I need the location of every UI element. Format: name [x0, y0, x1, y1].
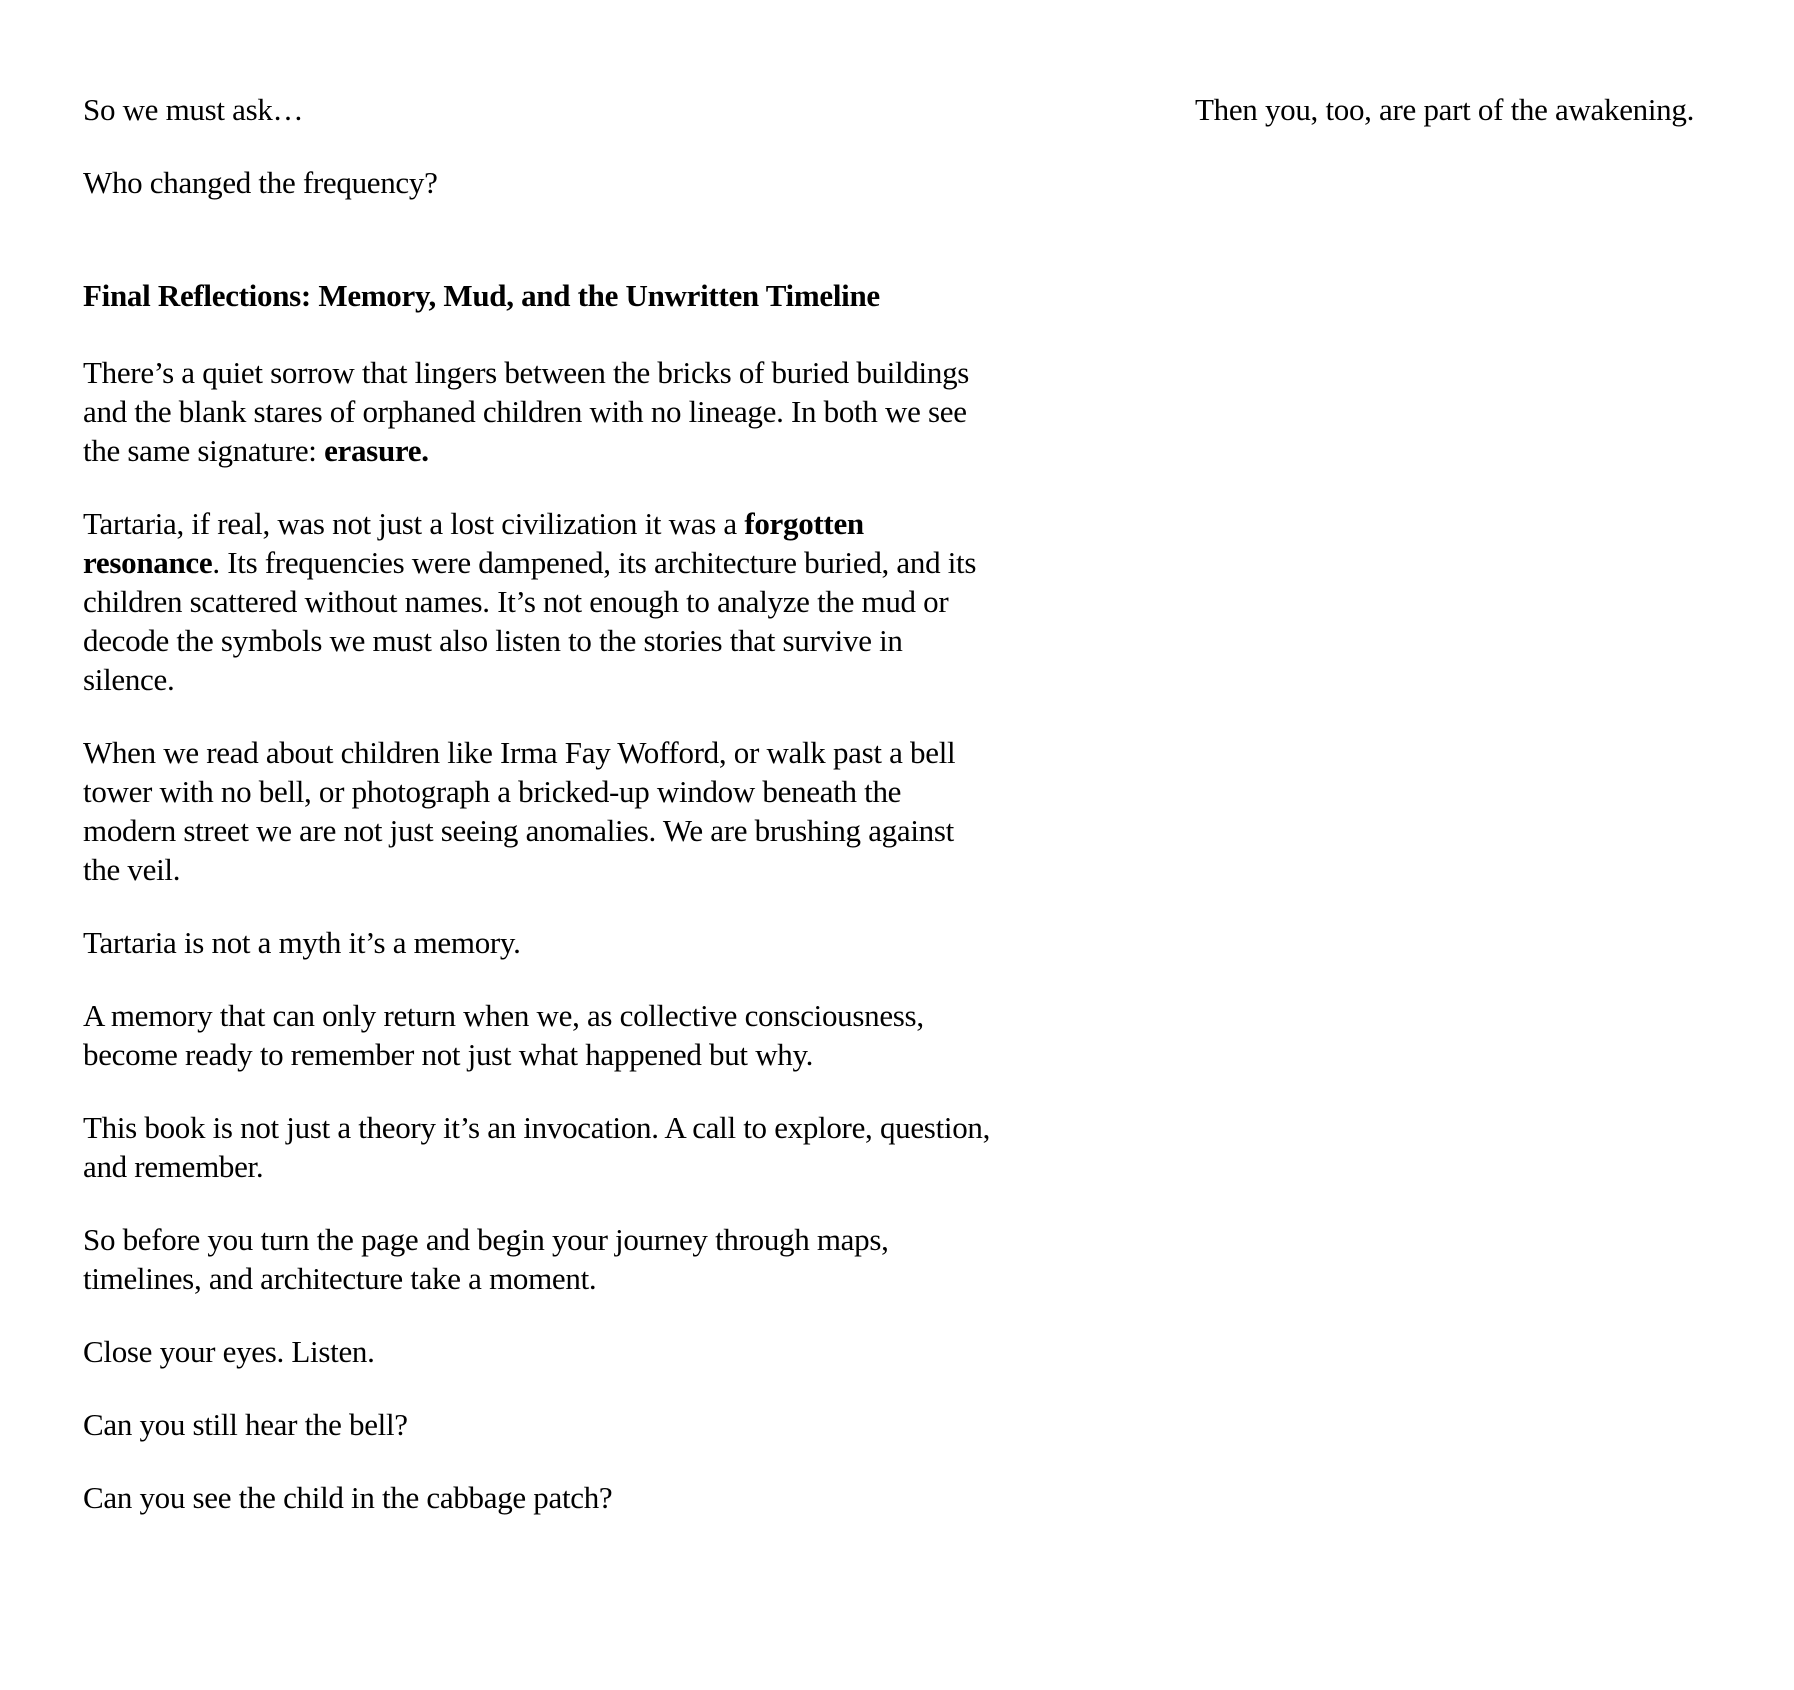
paragraph-text: Tartaria, if real, was not just a lost civilization it was a: [83, 506, 745, 541]
paragraph-resonance: [83, 504, 998, 699]
bold-emphasis: erasure.: [324, 433, 429, 468]
paragraph-cabbage: Can you see the child in the cabbage patch?: [83, 1480, 613, 1515]
intro-line-2: Who changed the frequency?: [83, 165, 438, 200]
paragraph-erasure: [83, 353, 998, 470]
paragraph-invocation: This book is not just a theory it’s an invocation. A call to explore, question, and remember.: [83, 1110, 991, 1184]
intro-line-1: So we must ask…: [83, 92, 304, 127]
paragraph-veil: When we read about children like Irma Fay Wofford, or walk past a bell tower with no bell, or photograph a bricked-up window beneath the modern street we are not just seeing anomalies. We are brushing against the veil.: [83, 735, 956, 887]
left-column: [83, 90, 998, 1551]
bold-emphasis: forgotten resonance: [83, 506, 864, 580]
paragraph-memory: Tartaria is not a myth it’s a memory.: [83, 925, 521, 960]
right-column: [1195, 90, 1785, 163]
paragraph-bell: Can you still hear the bell?: [83, 1407, 408, 1442]
paragraph-journey: So before you turn the page and begin your journey through maps, timelines, and architecture take a moment.: [83, 1222, 889, 1296]
paragraph-text: . Its frequencies were dampened, its architecture buried, and its children scattered without names. It’s not enough to analyze the mud or decode the symbols we must also listen to the stories that survive in silence.: [83, 545, 977, 697]
paragraph-text: There’s a quiet sorrow that lingers between the bricks of buried buildings and the blank stares of orphaned children with no lineage. In both we see the same signature:: [83, 355, 970, 468]
section-heading: Final Reflections: Memory, Mud, and the Unwritten Timeline: [83, 278, 880, 313]
paragraph-collective: A memory that can only return when we, as collective consciousness, become ready to remember not just what happened but why.: [83, 998, 924, 1072]
paragraph-awakening: Then you, too, are part of the awakening.: [1195, 92, 1695, 127]
paragraph-listen: Close your eyes. Listen.: [83, 1334, 375, 1369]
